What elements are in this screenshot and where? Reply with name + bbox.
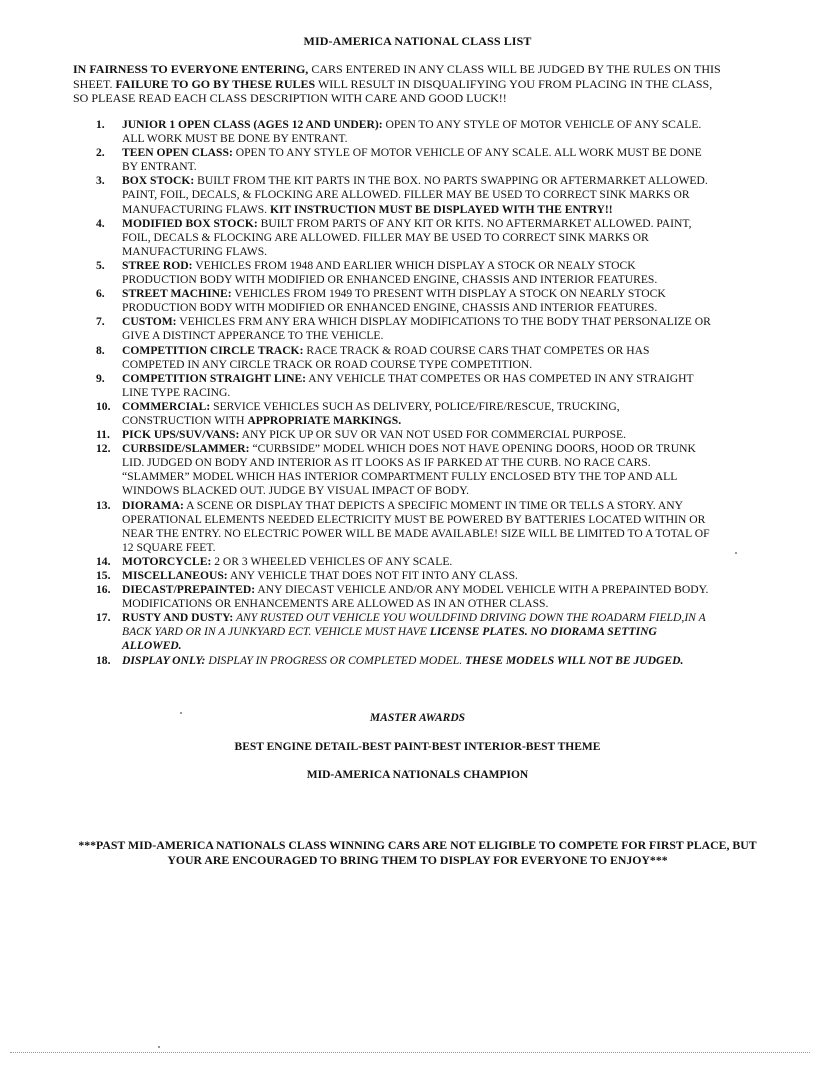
- class-item: [96, 583, 711, 611]
- class-description: [122, 287, 711, 315]
- class-number: 14.: [96, 554, 111, 568]
- class-desc-text: OPEN TO ANY STYLE OF MOTOR VEHICLE OF ANY SCALE. ALL WORK MUST BE DONE BY ENTRANT.: [122, 146, 702, 174]
- class-name: COMPETITION STRAIGHT LINE:: [122, 371, 307, 385]
- class-emphasis: KIT INSTRUCTION MUST BE DISPLAYED WITH THE ENTRY!!: [269, 202, 613, 216]
- scan-speck: [735, 552, 737, 554]
- class-name: DIECAST/PREPAINTED:: [122, 583, 256, 597]
- class-description: [122, 611, 711, 653]
- class-desc-text: SERVICE VEHICLES SUCH AS DELIVERY, POLICE/FIRE/RESCUE, TRUCKING, CONSTRUCTION WITH: [122, 399, 620, 427]
- champion-line: MID-AMERICA NATIONALS CHAMPION: [306, 769, 529, 781]
- class-name: TEEN OPEN CLASS:: [122, 146, 233, 160]
- class-number: 16.: [96, 583, 111, 597]
- class-desc-text: 2 OR 3 WHEELED VEHICLES OF ANY SCALE.: [211, 554, 453, 568]
- class-desc-text: ANY VEHICLE THAT DOES NOT FIT INTO ANY CLASS.: [227, 569, 518, 582]
- class-item: [96, 344, 711, 372]
- scan-speck: [180, 712, 182, 714]
- class-number: 8.: [96, 343, 105, 357]
- class-desc-text: VEHICLES FROM 1948 AND EARLIER WHICH DISPLAY A STOCK OR NEALY STOCK PRODUCTION BODY WITH MODIFIED OR ENHANCED ENGINE, CHASSIS AND INTERIOR FEATURES.: [122, 258, 658, 287]
- class-description: [122, 569, 711, 583]
- class-description: [122, 400, 711, 428]
- class-number: 13.: [96, 498, 111, 512]
- class-number: 11.: [96, 428, 110, 442]
- class-number: 6.: [96, 287, 105, 301]
- class-description: [122, 259, 711, 287]
- class-description: [122, 583, 711, 611]
- class-number: 9.: [96, 371, 105, 385]
- class-description: [122, 654, 711, 668]
- class-desc-text: VEHICLES FROM 1949 TO PRESENT WITH DISPLAY A STOCK ON NEARLY STOCK PRODUCTION BODY WITH MODIFIED OR ENHANCED ENGINE, CHASSIS AND INTERIOR FEATURES.: [122, 287, 666, 315]
- class-item: [96, 287, 711, 315]
- class-number: 10.: [96, 399, 111, 413]
- class-number: 18.: [96, 653, 111, 667]
- class-item: [96, 428, 711, 442]
- class-desc-text: “CURBSIDE” MODEL WHICH DOES NOT HAVE OPENING DOORS, HOOD OR TRUNK LID. JUDGED ON BODY AND INTERIOR AS IT LOOKS AS IF PARKED AT THE CURB. NO RACE CARS. “SLAMMER” MODEL WHICH HAS INTERIOR COMPARTMENT FULLY ENCLOSED BTY THE TOP AND ALL WINDOWS BLACKED OUT. JUDGE BY VISUAL IMPACT OF BODY.: [122, 442, 696, 498]
- class-item: [96, 611, 711, 653]
- class-number: 3.: [96, 174, 105, 188]
- class-name: RUSTY AND DUSTY:: [122, 611, 234, 625]
- class-number: 12.: [96, 442, 111, 456]
- class-desc-text: DISPLAY IN PROGRESS OR COMPLETED MODEL.: [205, 653, 465, 667]
- class-item: [96, 400, 711, 428]
- class-name: MISCELLANEOUS:: [122, 569, 228, 582]
- class-name: COMMERCIAL:: [122, 399, 211, 413]
- class-item: [96, 654, 711, 668]
- class-desc-text: ANY VEHICLE THAT COMPETES OR HAS COMPETED IN ANY STRAIGHT LINE TYPE RACING.: [122, 371, 694, 399]
- class-item: [96, 442, 711, 498]
- class-emphasis: LICENSE PLATES. NO DIORAMA SETTING ALLOWED.: [122, 625, 657, 653]
- class-description: [122, 428, 711, 442]
- class-name: JUNIOR 1 OPEN CLASS (AGES 12 AND UNDER):: [122, 118, 383, 131]
- class-item: [96, 569, 711, 583]
- class-description: [122, 499, 711, 555]
- class-number: 15.: [96, 569, 111, 582]
- class-number: 1.: [96, 118, 105, 131]
- intro-mid-bold: FAILURE TO GO BY THESE RULES: [115, 76, 316, 91]
- class-item: [96, 555, 711, 569]
- class-desc-text: BUILT FROM THE KIT PARTS IN THE BOX. NO PARTS SWAPPING OR AFTERMARKET ALLOWED. PAINT, FOIL, DECALS, & FLOCKING ARE ALLOWED. FILLER MAY BE USED TO CORRECT SINK MARKS OR MANUFACTURING FLAWS.: [122, 174, 708, 216]
- intro-text-1: CARS ENTERED IN ANY CLASS WILL BE JUDGED BY THE RULES ON THIS SHEET.: [73, 62, 721, 91]
- scan-speck: [158, 1046, 160, 1048]
- class-item: [96, 217, 711, 259]
- class-name: BOX STOCK:: [122, 174, 195, 188]
- class-description: [122, 442, 711, 498]
- class-desc-text: OPEN TO ANY STYLE OF MOTOR VEHICLE OF ANY SCALE. ALL WORK MUST BE DONE BY ENTRANT.: [122, 118, 702, 146]
- class-item: [96, 315, 711, 343]
- intro-lead-bold: IN FAIRNESS TO EVERYONE ENTERING,: [73, 62, 309, 76]
- intro-text-2: WILL RESULT IN DISQUALIFYING YOU FROM PLACING IN THE CLASS, SO PLEASE READ EACH CLASS DESCRIPTION WITH CARE AND GOOD LUCK!!: [73, 76, 713, 105]
- class-description: [122, 118, 711, 146]
- class-desc-text: ANY PICK UP OR SUV OR VAN NOT USED FOR COMMERCIAL PURPOSE.: [239, 428, 627, 442]
- class-name: DISPLAY ONLY:: [122, 653, 206, 667]
- class-item: [96, 372, 711, 400]
- intro-paragraph: [73, 62, 723, 106]
- class-emphasis: APPROPRIATE MARKINGS.: [247, 413, 402, 427]
- class-description: [122, 344, 711, 372]
- class-desc-text: ANY DIECAST VEHICLE AND/OR ANY MODEL VEHICLE WITH A PREPAINTED BODY. MODIFICATIONS OR ENHANCEMENTS ARE ALLOWED AS IN AN OTHER CLASS.: [122, 583, 709, 611]
- class-item: [96, 118, 711, 146]
- class-emphasis: THESE MODELS WILL NOT BE JUDGED.: [465, 653, 684, 667]
- class-description: [122, 146, 711, 174]
- class-description: [122, 315, 711, 343]
- class-number: 2.: [96, 146, 105, 160]
- class-description: [122, 217, 711, 259]
- class-desc-text: BUILT FROM PARTS OF ANY KIT OR KITS. NO AFTERMARKET ALLOWED. PAINT, FOIL, DECALS & FLOCKING ARE ALLOWED. FILLER MAY BE USED TO CORRECT SINK MARKS OR MANUFACTURING FLAWS.: [122, 216, 692, 258]
- class-description: [122, 372, 711, 400]
- class-number: 4.: [96, 216, 105, 230]
- footer-note: ***PAST MID-AMERICA NATIONALS CLASS WINNING CARS ARE NOT ELIGIBLE TO COMPETE FOR FIRST PLACE, BUT YOUR ARE ENCOURAGED TO BRING THEM TO DISPLAY FOR EVERYONE TO ENJOY***: [78, 838, 757, 867]
- class-name: STREET MACHINE:: [122, 287, 232, 301]
- master-awards-heading: MASTER AWARDS: [369, 712, 466, 724]
- class-list: [96, 118, 711, 668]
- document-title: MID-AMERICA NATIONAL CLASS LIST: [303, 34, 532, 48]
- class-number: 17.: [96, 611, 111, 625]
- class-item: [96, 259, 711, 287]
- class-description: [122, 174, 711, 216]
- class-name: DIORAMA:: [122, 498, 184, 512]
- class-description: [122, 555, 711, 569]
- awards-line: BEST ENGINE DETAIL-BEST PAINT-BEST INTERIOR-BEST THEME: [234, 741, 601, 753]
- class-item: [96, 146, 711, 174]
- class-name: PICK UPS/SUV/VANS:: [122, 428, 240, 442]
- class-item: [96, 499, 711, 555]
- class-number: 7.: [96, 315, 105, 329]
- class-name: CURBSIDE/SLAMMER:: [122, 442, 250, 456]
- class-desc-text: RACE TRACK & ROAD COURSE CARS THAT COMPETES OR HAS COMPETED IN ANY CIRCLE TRACK OR ROAD COURSE TYPE COMPETITION.: [122, 343, 650, 371]
- class-name: MODIFIED BOX STOCK:: [122, 216, 258, 230]
- class-name: MOTORCYCLE:: [122, 554, 212, 568]
- class-number: 5.: [96, 258, 105, 272]
- scan-artifact-line: [10, 1052, 810, 1054]
- class-desc-text: VEHICLES FRM ANY ERA WHICH DISPLAY MODIFICATIONS TO THE BODY THAT PERSONALIZE OR GIVE A DISTINCT APPERANCE TO THE VEHICLE.: [122, 315, 711, 343]
- class-name: STREE ROD:: [122, 258, 193, 272]
- class-name: CUSTOM:: [122, 315, 177, 329]
- class-item: [96, 174, 711, 216]
- class-name: COMPETITION CIRCLE TRACK:: [122, 343, 304, 357]
- class-desc-text: ANY RUSTED OUT VEHICLE YOU WOULDFIND DRIVING DOWN THE ROADARM FIELD,IN A BACK YARD OR IN A JUNKYARD ECT. VEHICLE MUST HAVE: [122, 611, 706, 639]
- class-desc-text: A SCENE OR DISPLAY THAT DEPICTS A SPECIFIC MOMENT IN TIME OR TELLS A STORY. ANY OPERATIONAL ELEMENTS NEEDED ELECTRICITY MUST BE POWERED BY BATTERIES LOCATED WITHIN OR NEAR THE ENTRY. NO ELECTRIC POWER WILL BE MADE AVAILABLE! SIZE WILL BE LIMITED TO A TOTAL OF 12 SQUARE FEET.: [122, 498, 710, 554]
